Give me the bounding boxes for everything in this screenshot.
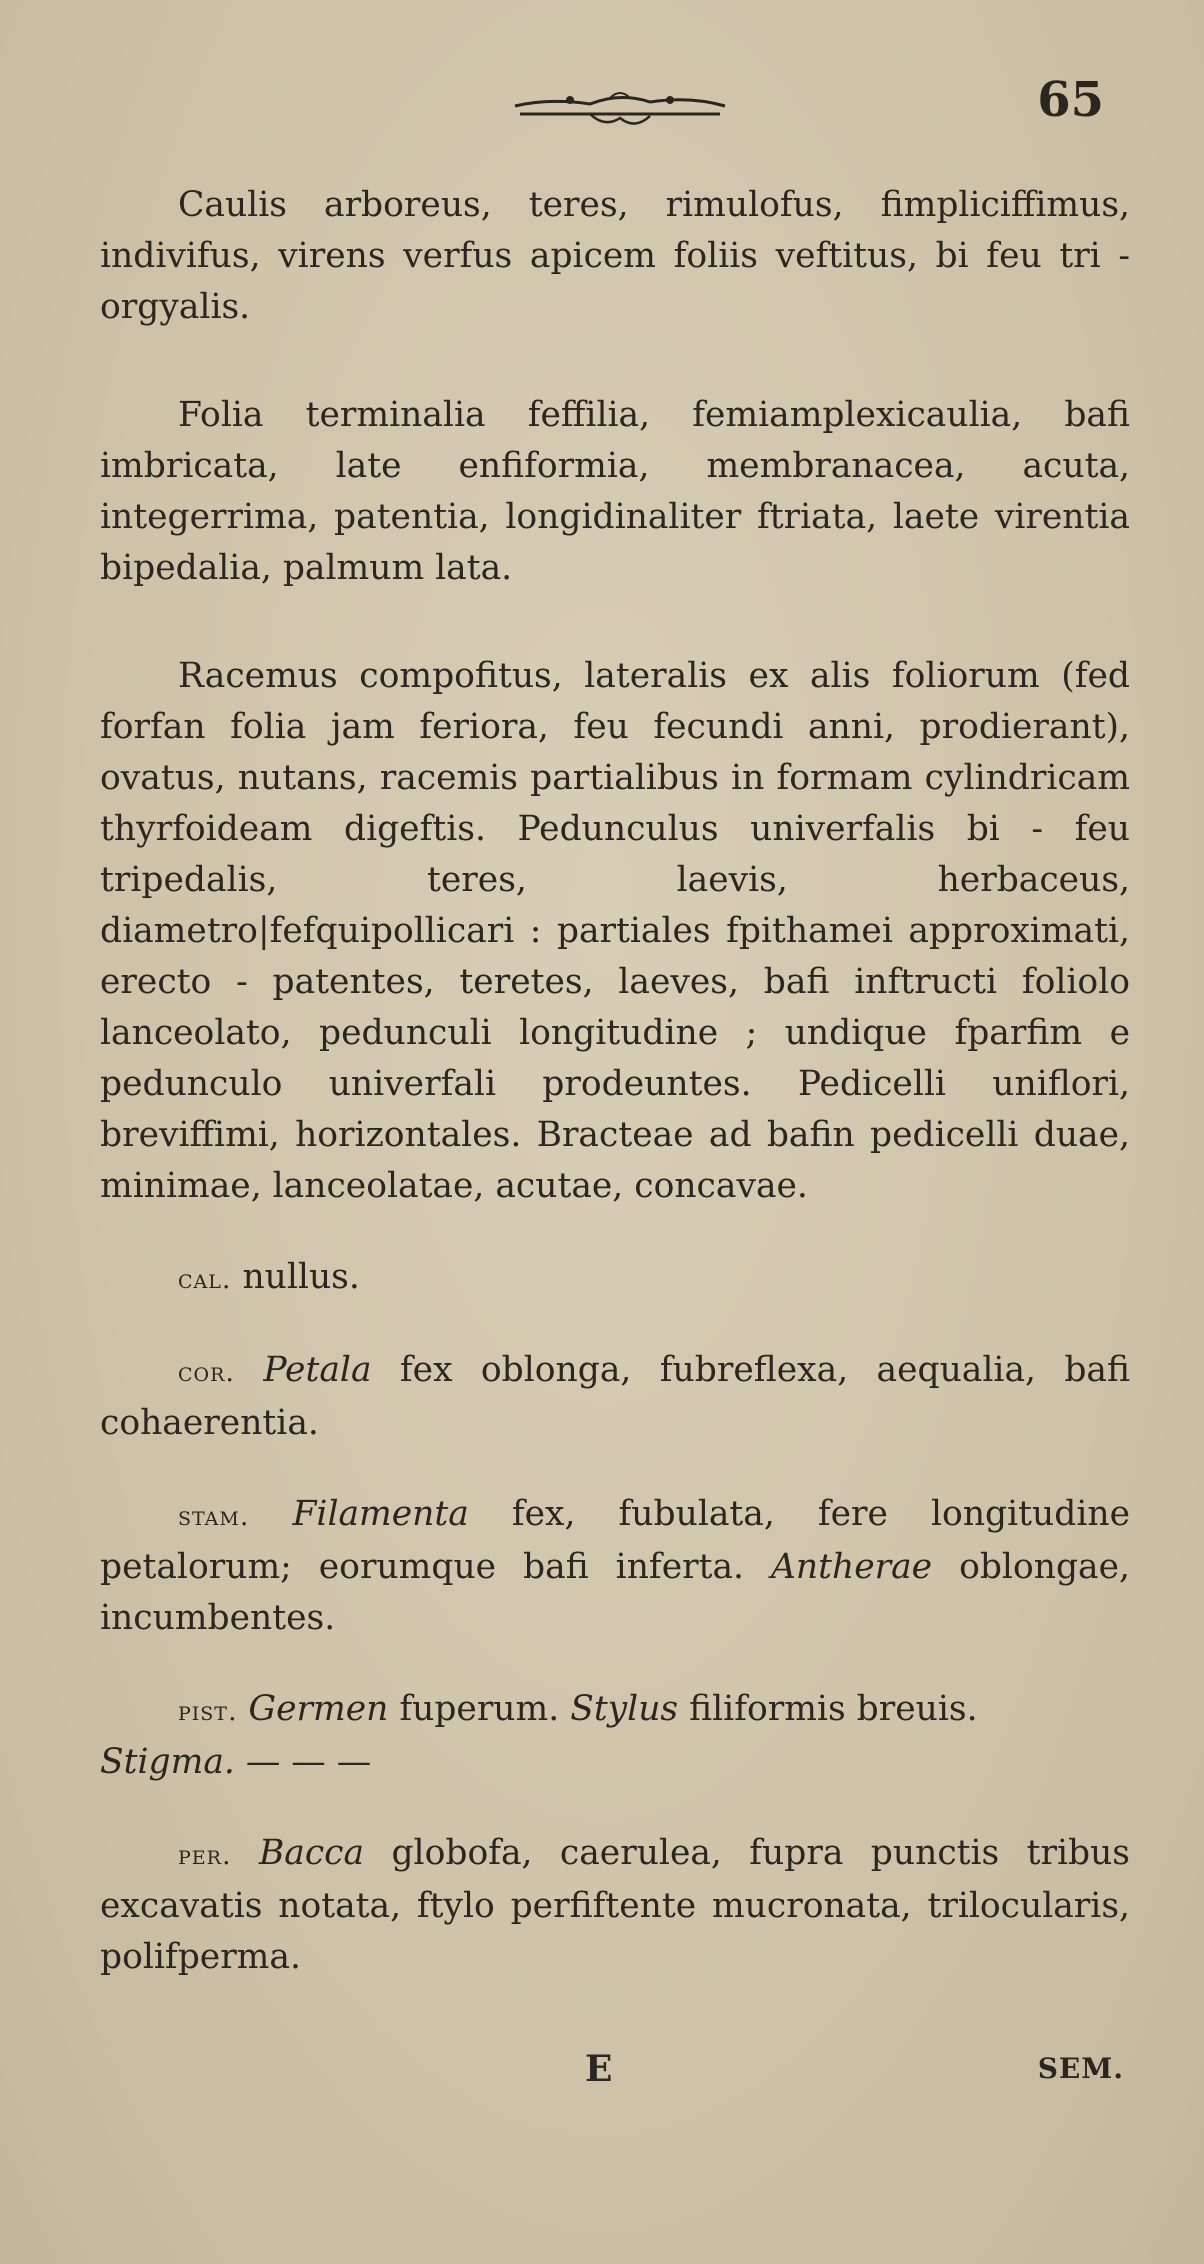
pistillum-text-1: fuperum.	[399, 1689, 560, 1729]
paragraph-racemus: Racemus compofitus, lateralis ex alis foliorum (fed forfan folia jam feriora, feu fecundi anni, prodierant), ovatus, nutans, racemis partialibus in formam cylindricam thyrfoideam digeftis. Pedunculus univerfalis bi - feu tripedalis, teres, laevis, herbaceus, diametro|fefquipollicari : partiales fpithamei approximati, erecto - patentes, teretes, laeves, bafi inftructi foliolo lanceolato, pedunculi longitudine ; undique fparfim e pedunculo univerfali prodeuntes. Pedicelli uniflori, breviffimi, horizontales. Bracteae ad bafin pedicelli duae, minimae, lanceolatae, acutae, concavae.	[100, 656, 1130, 1206]
paragraph-corolla	[100, 1345, 1130, 1449]
section-label-stam: stam.	[178, 1501, 250, 1532]
paragraph-folia: Folia terminalia feffilia, femiamplexicaulia, bafi imbricata, late enfiformia, membranacea, acuta, integerrima, patentia, longidinaliter ftriata, laete virentia bipedalia, palmum lata.	[100, 395, 1130, 588]
paragraph-pistillum	[100, 1684, 1130, 1788]
pericarpium-text: globofa, caerulea, fupra punctis tribus excavatis notata, ftylo perfiftente mucronata, trilocularis, polifperma.	[100, 1833, 1131, 1977]
signature-mark: E	[585, 2048, 613, 2090]
stamina-text-2: oblongae, incumbentes.	[100, 1547, 1130, 1638]
pistillum-text-3: — — —	[245, 1742, 372, 1782]
term-stylus: Stylus	[570, 1689, 679, 1729]
section-label-cor: cor.	[178, 1357, 236, 1388]
paragraph-calyx	[100, 1252, 1130, 1305]
section-label-per: per.	[178, 1840, 232, 1871]
term-antherae: Antherae	[770, 1547, 933, 1587]
decorative-ornament-icon	[510, 78, 730, 138]
term-bacca: Bacca	[258, 1833, 365, 1873]
calyx-text: nullus.	[242, 1257, 360, 1297]
paragraph-stamina	[100, 1489, 1130, 1644]
term-stigma: Stigma.	[100, 1742, 235, 1782]
term-germen: Germen	[248, 1689, 389, 1729]
paragraph-caulis: Caulis arboreus, teres, rimulofus, fimpliciffimus, indivifus, virens verfus apicem foliis veftitus, bi feu tri - orgyalis.	[100, 185, 1130, 327]
stamina-text-1: fex, fubulata, fere longitudine petalorum; eorumque bafi inferta.	[100, 1494, 1130, 1587]
pistillum-text-2: filiformis breuis.	[689, 1689, 978, 1729]
paragraph-pericarpium	[100, 1828, 1130, 1983]
catchword: SEM.	[1037, 2052, 1124, 2085]
section-label-pist: pist.	[178, 1696, 238, 1727]
term-filamenta: Filamenta	[292, 1494, 469, 1534]
term-petala: Petala	[263, 1350, 372, 1390]
main-text	[100, 180, 1130, 2040]
section-label-cal: cal.	[178, 1264, 232, 1295]
page-number: 65	[1037, 72, 1104, 128]
corolla-text: fex oblonga, fubreflexa, aequalia, bafi cohaerentia.	[100, 1350, 1131, 1443]
